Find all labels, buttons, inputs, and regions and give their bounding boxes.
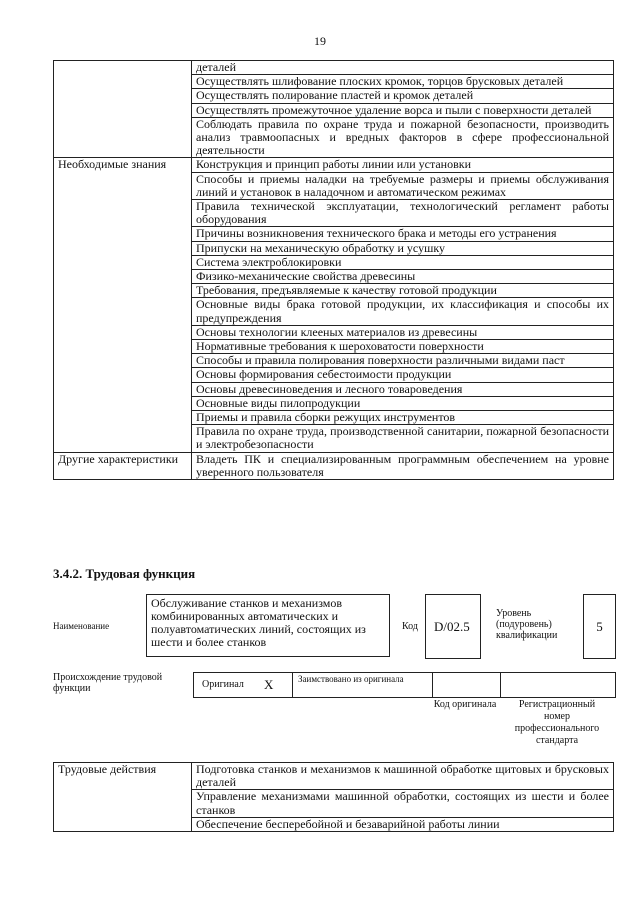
table-row [54,270,614,284]
row-label [54,89,192,103]
row-text: Правила по охране труда, производственной санитарии, пожарной безопасности и электробезопасности [192,425,614,452]
table-row [54,227,614,241]
row-label [54,368,192,382]
row-text: Основные виды брака готовой продукции, их классификация и способы их предупреждения [192,298,614,325]
row-text: Конструкция и принцип работы линии или установки [192,158,614,172]
row-label [54,396,192,410]
level-box [583,594,616,659]
row-text: Осуществлять шлифование плоских кромок, торцов брусковых деталей [192,75,614,89]
row-label [54,255,192,269]
row-label [54,241,192,255]
row-label [54,298,192,325]
row-text: Причины возникновения технического брака и методы его устранения [192,227,614,241]
row-label [54,227,192,241]
row-label [54,61,192,75]
table-row [54,325,614,339]
table-row [54,158,614,172]
row-label: Необходимые знания [54,158,192,172]
row-label [54,354,192,368]
row-text: Соблюдать правила по охране труда и пожарной безопасности, производить анализ травмоопасных и вредных факторов в сфере профессиональной деятельности [192,117,614,158]
table-row [54,817,614,831]
table-row [54,340,614,354]
code-value: D/02.5 [434,619,470,634]
borrowed-label: Заимствовано из оригинала [298,674,404,684]
row-label [54,411,192,425]
row-label: Другие характеристики [54,452,192,479]
row-text: Способы и правила полирования поверхности различными видами паст [192,354,614,368]
row-text: Осуществлять полирование пластей и кромок деталей [192,89,614,103]
row-label [54,284,192,298]
page-number: 19 [314,34,326,48]
table-row [54,103,614,117]
table-row [54,75,614,89]
row-text: Владеть ПК и специализированным программным обеспечением на уровне уверенного пользователя [192,452,614,479]
row-text: Правила технической эксплуатации, технологический регламент работы оборудования [192,200,614,227]
row-text: Основы древесиноведения и лесного товароведения [192,382,614,396]
row-text: Нормативные требования к шероховатости поверхности [192,340,614,354]
row-text: Основные виды пилопродукции [192,396,614,410]
table-row [54,425,614,452]
reg-number-caption: Регистрационный номер профессионального стандарта [514,699,600,746]
original-cell [194,673,293,697]
row-label [54,325,192,339]
row-label [54,817,192,831]
table-row [54,284,614,298]
table-row [54,200,614,227]
row-label [54,270,192,284]
table-row [54,396,614,410]
table-row [54,368,614,382]
row-text: Основы формирования себестоимости продукции [192,368,614,382]
table-row [54,89,614,103]
row-label: Трудовые действия [54,763,192,790]
row-text: деталей [192,61,614,75]
original-label: Оригинал [202,679,244,690]
row-label [54,172,192,199]
table-row [54,382,614,396]
original-mark: X [264,677,274,692]
level-value: 5 [596,619,603,634]
row-label [54,117,192,158]
row-label [54,382,192,396]
table-row [54,61,614,75]
row-label [54,75,192,89]
row-label [54,425,192,452]
skills-knowledge-table [53,60,614,480]
row-text: Физико-механические свойства древесины [192,270,614,284]
origin-label: Происхождение трудовой функции [53,672,163,694]
row-text: Осуществлять промежуточное удаление ворса и пыли с поверхности деталей [192,103,614,117]
table-row [54,117,614,158]
row-text: Обеспечение бесперебойной и безаварийной работы линии [192,817,614,831]
name-label: Наименование [53,621,110,631]
code-original-caption: Код оригинала [433,699,497,710]
section-heading: 3.4.2. Трудовая функция [53,566,196,581]
table-row [54,763,614,790]
row-text: Основы технологии клееных материалов из древесины [192,325,614,339]
row-text: Приемы и правила сборки режущих инструментов [192,411,614,425]
code-box [425,594,481,659]
table-row [54,172,614,199]
origin-row [193,672,616,698]
row-label [54,200,192,227]
row-text: Требования, предъявляемые к качеству готовой продукции [192,284,614,298]
labor-actions-table [53,762,614,832]
function-name-box [146,594,390,657]
table-row [54,298,614,325]
row-text: Способы и приемы наладки на требуемые размеры и приемы обслуживания линий и установок в наладочном и автоматическом режимах [192,172,614,199]
table-row [54,255,614,269]
row-text: Система электроблокировки [192,255,614,269]
row-label [54,103,192,117]
table-row [54,354,614,368]
table-row [54,790,614,817]
table-row [54,241,614,255]
row-text: Припуски на механическую обработку и усушку [192,241,614,255]
code-label: Код [402,621,418,632]
row-text: Подготовка станков и механизмов к машинной обработке щитовых и брусковых деталей [192,763,614,790]
function-name-value: Обслуживание станков и механизмов комбинированных автоматических и полуавтоматических линий, состоящих из шести и более станков [151,596,366,649]
row-label [54,340,192,354]
row-text: Управление механизмами машинной обработки, состоящих из шести и более станков [192,790,614,817]
level-label: Уровень (подуровень) квалификации [496,608,558,641]
row-label [54,790,192,817]
table-row [54,411,614,425]
table-row [54,452,614,479]
